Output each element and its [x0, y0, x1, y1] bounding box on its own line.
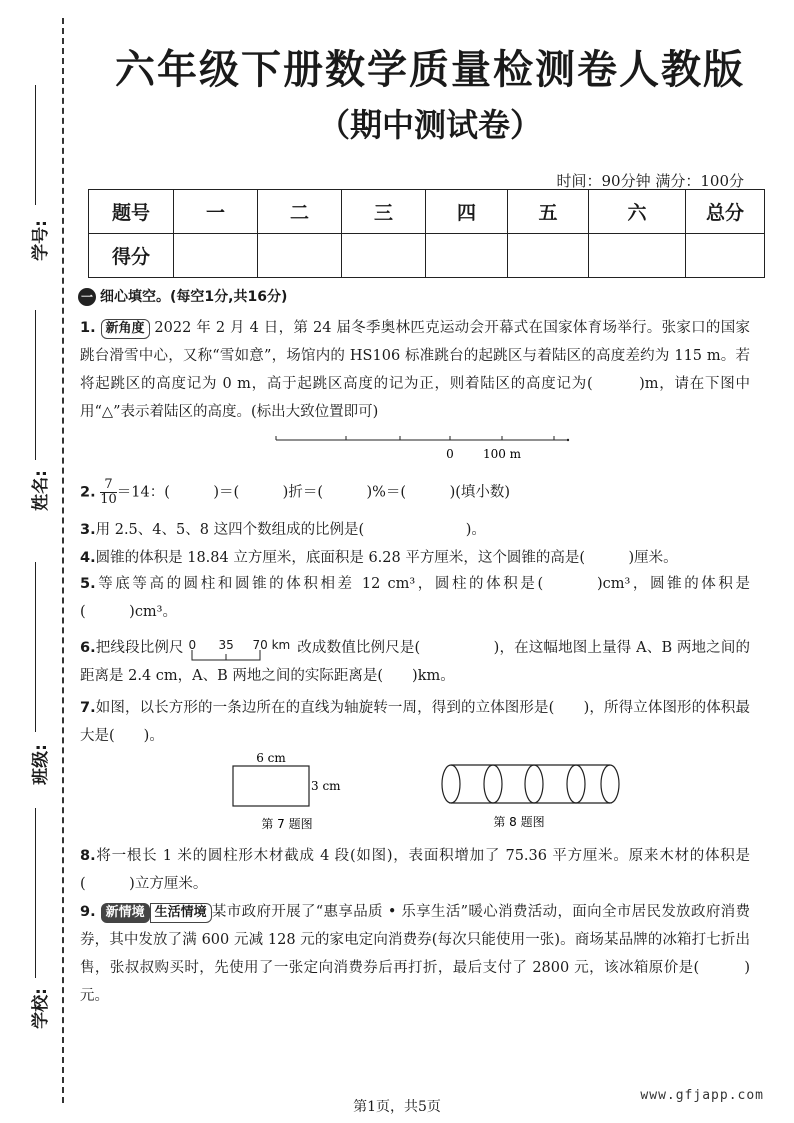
question-6 — [80, 634, 750, 690]
side-line-xingming — [35, 310, 36, 460]
fraction-7-10 — [100, 478, 117, 507]
page-title: 六年级下册数学质量检测卷人教版 — [115, 46, 745, 93]
score-cell[interactable] — [589, 234, 686, 278]
header-cell: 四 — [426, 190, 508, 234]
question-text: 圆锥的体积是 18.84 立方厘米，底面积是 6.28 平方厘米，这个圆锥的高是( )厘米。 — [95, 550, 678, 566]
header-cell: 五 — [508, 190, 589, 234]
question-3 — [80, 516, 750, 544]
score-cell[interactable] — [508, 234, 589, 278]
score-table-score-row — [89, 234, 765, 278]
figure-8-cylinders — [435, 760, 635, 832]
fig8-caption: 第 8 题图 — [493, 815, 545, 829]
score-cell[interactable] — [426, 234, 508, 278]
header-cell: 一 — [174, 190, 258, 234]
side-line-xuexiao — [35, 808, 36, 978]
score-cell[interactable] — [342, 234, 426, 278]
watermark: www.gfjapp.com — [640, 1088, 764, 1103]
tag-new-angle: 新角度 — [101, 319, 150, 339]
question-text-a: 把线段比例尺 — [95, 640, 184, 656]
fig7-width-label: 6 cm — [256, 752, 286, 765]
section-number: 一 — [78, 288, 96, 306]
scale-bar-graphic — [189, 648, 293, 662]
page-footer: 第1页，共5页 — [353, 1099, 441, 1115]
question-number: 7. — [80, 700, 96, 716]
question-text: 等底等高的圆柱和圆锥的体积相差 12 cm³，圆柱的体积是( )cm³，圆锥的体积是( )cm³。 — [80, 576, 750, 620]
section-title: 细心填空。(每空1分,共16分) — [100, 289, 288, 305]
page-subtitle: （期中测试卷） — [317, 106, 542, 144]
figure-7-rectangle — [225, 752, 365, 832]
side-label-xuehao: 学号: — [30, 220, 51, 261]
question-8 — [80, 842, 750, 898]
score-table — [88, 189, 765, 278]
question-5 — [80, 570, 750, 626]
question-number: 4. — [80, 550, 96, 566]
side-line-xuehao — [35, 85, 36, 205]
question-number: 5. — [80, 576, 96, 592]
side-label-banji: 班级: — [30, 744, 51, 785]
fraction-denominator: 10 — [100, 492, 117, 507]
question-2 — [80, 478, 750, 507]
fig7-height-label: 3 cm — [311, 779, 341, 793]
header-cell: 二 — [258, 190, 342, 234]
scale-label-70: 70 km — [252, 638, 291, 652]
question-number: 6. — [80, 640, 96, 656]
header-cell: 六 — [589, 190, 686, 234]
scale-label-35: 35 — [218, 638, 234, 652]
tag-new-scenario: 新情境 — [101, 903, 150, 923]
scale-label-0: 0 — [188, 638, 197, 652]
score-cell[interactable] — [174, 234, 258, 278]
side-label-xingming: 姓名: — [30, 470, 51, 511]
question-text: 2022 年 2 月 4 日，第 24 届冬季奥林匹克运动会开幕式在国家体育场举行。张家口的国家跳台滑雪中心，又称“雪如意”，场馆内的 HS106 标准跳台的起跳区与着陆区的高度差约为 115 m。若将起跳区的高度记为 0 m，高于起跳区高度的记为正，则着陆区的高度记为( )m，请在下图中用“△”表示着陆区的高度。(标出大致位置即可) — [80, 320, 750, 420]
question-text-b: 改成数值比例尺是( )，在这幅地图上量得 A、B 两地之间的距离是 2.4 cm，A、B 两地之间的实际距离是( )km。 — [80, 640, 750, 684]
question-number: 8. — [80, 848, 96, 864]
score-cell[interactable] — [258, 234, 342, 278]
binding-dashed-line — [62, 18, 64, 1103]
fig7-caption: 第 7 题图 — [261, 817, 313, 831]
time-info: 时间：90分钟 满分：100分 — [556, 172, 744, 190]
fraction-numerator: 7 — [100, 478, 117, 493]
question-4 — [80, 544, 750, 572]
question-1 — [80, 314, 750, 426]
tag-life-scenario: 生活情境 — [150, 903, 212, 923]
number-line-100: 100 m — [482, 447, 522, 461]
section-heading — [78, 286, 287, 306]
score-table-header-row — [89, 190, 765, 234]
question-number: 3. — [80, 522, 96, 538]
side-line-banji — [35, 562, 36, 732]
header-cell: 三 — [342, 190, 426, 234]
question-number: 2. — [80, 484, 96, 501]
number-line-zero: 0 — [446, 447, 454, 461]
question-text: ＝14：( )＝( )折＝( )%＝( )(填小数) — [116, 484, 511, 501]
question-text: 如图，以长方形的一条边所在的直线为轴旋转一周，得到的立体图形是( )，所得立体图形的体积最大是( )。 — [80, 700, 750, 744]
number-line — [270, 428, 580, 464]
side-label-xuexiao: 学校: — [30, 988, 51, 1029]
question-text: 某市政府开展了“惠享品质 • 乐享生活”暖心消费活动，面向全市居民发放政府消费券，其中发放了满 600 元减 128 元的家电定向消费券(每次只能使用一张)。商场某品牌的冰箱打七折出售，张叔叔购买时，先使用了一张定向消费券后再打折，最后支付了 2800 元，该冰箱原价是( )元。 — [80, 904, 751, 1004]
question-text: 用 2.5、4、5、8 这四个数组成的比例是( )。 — [95, 522, 486, 538]
question-text: 将一根长 1 米的圆柱形木材截成 4 段(如图)，表面积增加了 75.36 平方厘米。原来木材的体积是( )立方厘米。 — [80, 848, 750, 892]
header-cell: 总分 — [686, 190, 765, 234]
question-number: 1. — [80, 320, 96, 336]
question-7 — [80, 694, 750, 750]
score-row-label: 得分 — [89, 234, 174, 278]
line-scale-bar — [189, 634, 293, 662]
score-cell[interactable] — [686, 234, 765, 278]
question-9 — [80, 898, 750, 1010]
question-number: 9. — [80, 904, 96, 920]
header-cell: 题号 — [89, 190, 174, 234]
